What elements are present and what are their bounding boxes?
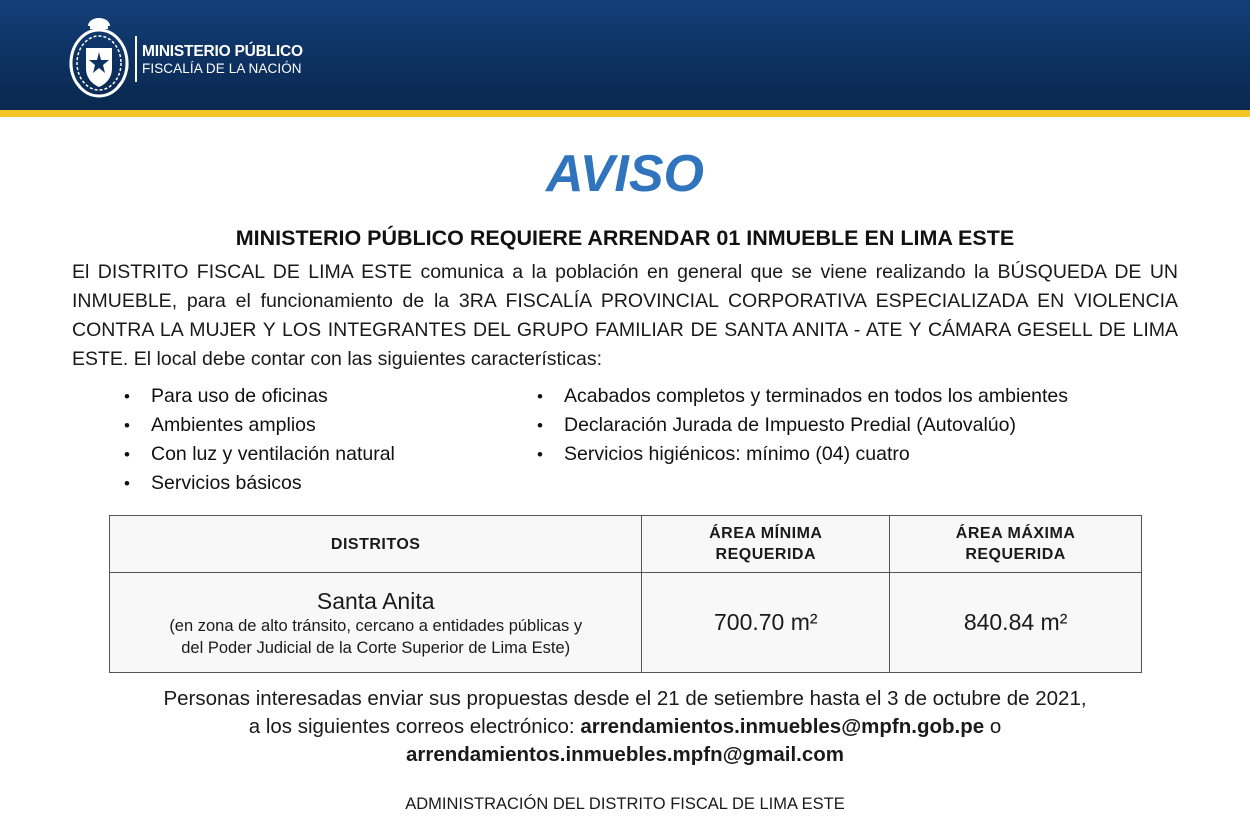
district-note: del Poder Judicial de la Corte Superior de Lima Este) bbox=[181, 638, 571, 657]
bullet-icon: • bbox=[537, 387, 543, 406]
feature-text: Ambientes amplios bbox=[151, 414, 316, 436]
district-header: DISTRITOS bbox=[110, 516, 642, 573]
list-item bbox=[537, 440, 1097, 469]
notice-title: AVISO bbox=[546, 145, 704, 203]
list-item bbox=[124, 440, 524, 469]
bullet-icon: • bbox=[537, 445, 543, 464]
email-link-1[interactable]: arrendamientos.inmuebles@mpfn.gob.pe bbox=[580, 715, 985, 738]
notice-subtitle: MINISTERIO PÚBLICO REQUIERE ARRENDAR 01 INMUEBLE EN LIMA ESTE bbox=[235, 226, 1015, 250]
closing-line-3 bbox=[0, 741, 1250, 769]
org-name: MINISTERIO PÚBLICO bbox=[142, 43, 303, 60]
district-note: (en zona de alto tránsito, cercano a entidades públicas y bbox=[169, 616, 583, 635]
org-subtitle: FISCALÍA DE LA NACIÓN bbox=[142, 61, 302, 76]
list-item bbox=[124, 382, 524, 411]
feature-text: Declaración Jurada de Impuesto Predial (Autovalúo) bbox=[564, 414, 1016, 436]
table-header-row bbox=[110, 516, 1142, 573]
district-name: Santa Anita bbox=[316, 587, 435, 614]
list-item bbox=[124, 411, 524, 440]
list-item bbox=[537, 382, 1097, 411]
feature-text: Servicios higiénicos: mínimo (04) cuatro bbox=[564, 443, 910, 465]
notice-intro: El DISTRITO FISCAL DE LIMA ESTE comunica a la población en general que se viene realizando la BÚSQUEDA DE UN INMUEBLE, para el funcionamiento de la 3RA FISCALÍA PROVINCIAL CORPORATIVA ESPECIALIZADA EN VIOLENCIA CONTRA LA MUJER Y LOS INTEGRANTES DEL GRUPO FAMILIAR DE SANTA ANITA - ATE Y CÁMARA GESELL DE LIMA ESTE. El local debe contar con las siguientes características: bbox=[72, 261, 1178, 370]
bullet-icon: • bbox=[124, 474, 130, 493]
closing-line-2: a los siguientes correos electrónico: arrendamientos.inmuebles@mpfn.gob.pe o bbox=[248, 715, 1002, 738]
feature-text: Con luz y ventilación natural bbox=[151, 443, 395, 465]
logo-separator bbox=[135, 36, 137, 82]
closing-text bbox=[0, 685, 1250, 769]
closing-line-1: Personas interesadas enviar sus propuestas desde el 21 de setiembre hasta el 3 de octubre de 2021, bbox=[163, 687, 1087, 710]
feature-text: Para uso de oficinas bbox=[151, 385, 328, 407]
footer-signature: ADMINISTRACIÓN DEL DISTRITO FISCAL DE LIMA ESTE bbox=[405, 795, 845, 813]
requirements-table bbox=[109, 515, 1142, 673]
bullet-icon: • bbox=[124, 387, 130, 406]
max-area-header: ÁREA MÁXIMA REQUERIDA bbox=[890, 516, 1142, 573]
table-row bbox=[110, 573, 1142, 673]
min-area-header: ÁREA MÍNIMA REQUERIDA bbox=[642, 516, 890, 573]
feature-text: Acabados completos y terminados en todos los ambientes bbox=[564, 385, 1069, 407]
list-item bbox=[537, 411, 1097, 440]
features-list-left bbox=[124, 382, 524, 498]
coat-of-arms-icon bbox=[66, 16, 132, 100]
feature-text: Servicios básicos bbox=[151, 472, 302, 494]
bullet-icon: • bbox=[124, 445, 130, 464]
email-link-2[interactable]: arrendamientos.inmuebles.mpfn@gmail.com bbox=[405, 743, 845, 766]
max-area-cell: 840.84 m² bbox=[890, 573, 1142, 673]
district-cell bbox=[110, 573, 642, 673]
bullet-icon: • bbox=[124, 416, 130, 435]
header-gold-stripe bbox=[0, 110, 1250, 117]
list-item bbox=[124, 469, 524, 498]
features-list-right bbox=[537, 382, 1097, 469]
bullet-icon: • bbox=[537, 416, 543, 435]
min-area-cell: 700.70 m² bbox=[642, 573, 890, 673]
